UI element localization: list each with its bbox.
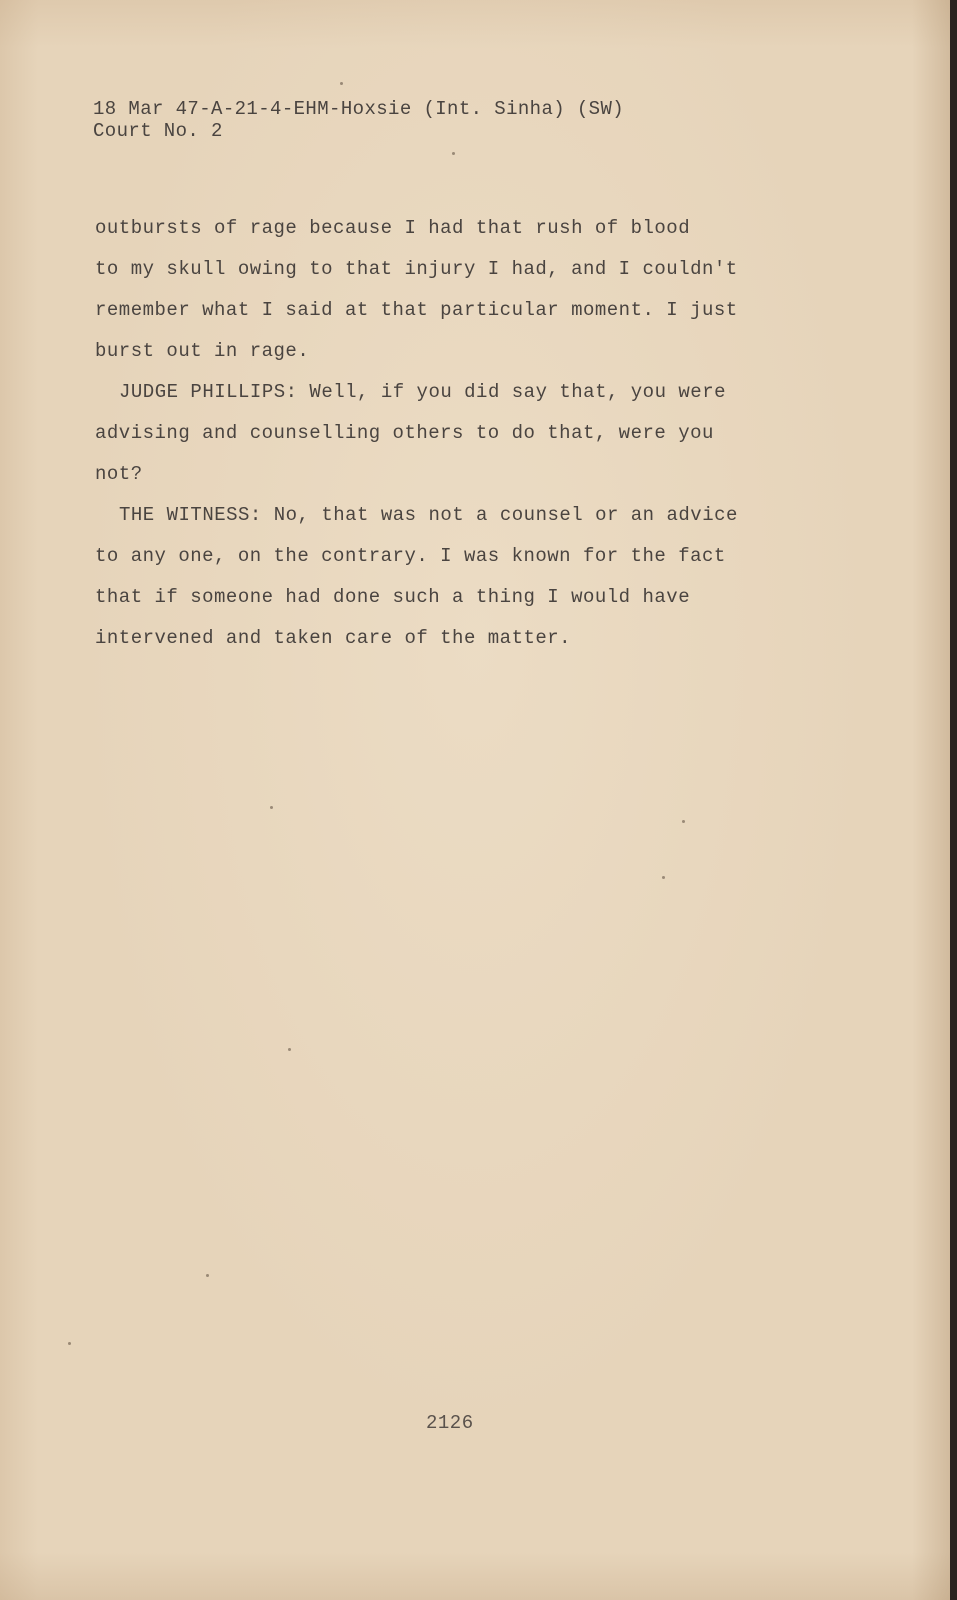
paper-speck (452, 152, 455, 155)
transcript-line: that if someone had done such a thing I would have (95, 586, 691, 608)
paper-speck (682, 820, 685, 823)
transcript-line: intervened and taken care of the matter. (95, 627, 572, 649)
paper-speck (288, 1048, 291, 1051)
transcript-line: to my skull owing to that injury I had, and I couldn't (95, 258, 738, 280)
transcript-body (95, 216, 775, 667)
page-number: 2126 (426, 1412, 474, 1434)
transcript-header (93, 98, 624, 142)
transcript-line: to any one, on the contrary. I was known for the fact (95, 545, 726, 567)
paper-speck (206, 1274, 209, 1277)
transcript-line: burst out in rage. (95, 340, 310, 362)
header-session-line: 18 Mar 47-A-21-4-EHM-Hoxsie (Int. Sinha) (SW) (93, 98, 625, 120)
paper-speck (270, 806, 273, 809)
transcript-line: remember what I said at that particular moment. I just (95, 299, 738, 321)
transcript-line: not? (95, 463, 143, 485)
paper-speck (340, 82, 343, 85)
transcript-line: outbursts of rage because I had that rush of blood (95, 217, 691, 239)
paper-speck (662, 876, 665, 879)
paper-speck (68, 1342, 71, 1345)
transcript-line: advising and counselling others to do that, were you (95, 422, 714, 444)
header-court-line: Court No. 2 (93, 120, 223, 142)
speaker-witness-line: THE WITNESS: No, that was not a counsel or an advice (119, 504, 738, 526)
speaker-judge-line: JUDGE PHILLIPS: Well, if you did say that, you were (119, 381, 726, 403)
